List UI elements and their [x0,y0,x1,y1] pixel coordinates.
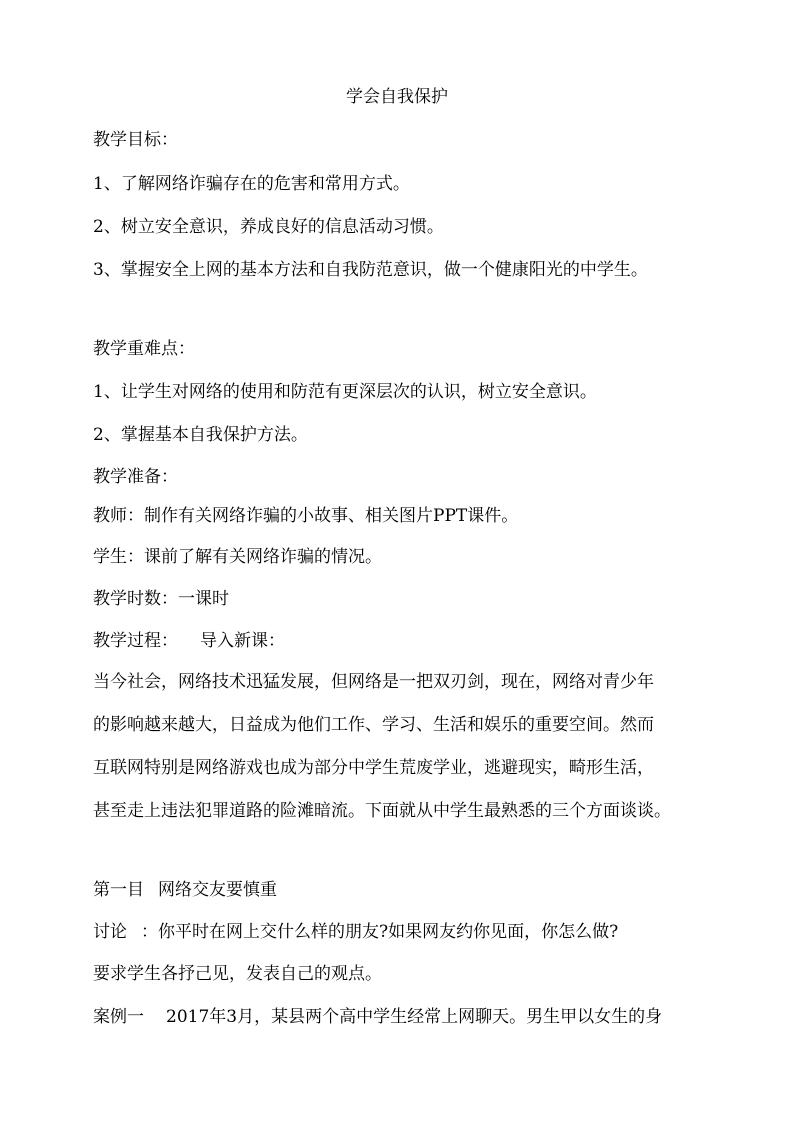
discussion-text: ：你平时在网上交什么样的朋友?如果网友约你见面，你怎么做? [141,922,619,942]
objective-item-1: 1、了解网络诈骗存在的危害和常用方式。 [93,174,410,194]
discussion-line [93,921,733,943]
key-point-item-2: 2、掌握基本自我保护方法。 [93,425,308,445]
case-text: 2017年3月，某县两个高中学生经常上网聊天。男生甲以女生的身 [166,1007,663,1027]
intro-paragraph-line-2: 的影响越来越大，日益成为他们工作、学习、生活和娱乐的重要空间。然而 [93,715,654,735]
intro-paragraph-line-4: 甚至走上违法犯罪道路的险滩暗流。下面就从中学生最熟悉的三个方面谈谈。 [93,801,671,821]
preparation-student: 学生：课前了解有关网络诈骗的情况。 [93,547,382,567]
teaching-hours: 教学时数：一课时 [93,589,229,609]
document-title: 学会自我保护 [346,87,448,107]
objective-item-2: 2、树立安全意识，养成良好的信息活动习惯。 [93,217,444,237]
case-label: 案例一 [93,1007,144,1027]
intro-paragraph-line-1: 当今社会，网络技术迅猛发展，但网络是一把双刃剑，现在，网络对青少年 [93,672,654,692]
discussion-label: 讨论 [93,922,127,942]
intro-paragraph-line-3: 互联网特别是网络游戏也成为部分中学生荒废学业，逃避现实，畸形生活， [93,758,654,778]
preparation-heading: 教学准备： [93,467,178,487]
preparation-teacher: 教师：制作有关网络诈骗的小故事、相关图片PPT课件。 [93,506,519,526]
case-line [93,1006,733,1028]
section1-heading [93,879,733,901]
section1-title: 网络交友要慎重 [158,880,277,900]
teaching-process [93,630,733,652]
objective-item-3: 3、掌握安全上网的基本方法和自我防范意识，做一个健康阳光的中学生。 [93,260,648,280]
objectives-heading: 教学目标： [93,130,178,150]
key-point-item-1: 1、让学生对网络的使用和防范有更深层次的认识，树立安全意识。 [93,382,597,402]
key-points-heading: 教学重难点： [93,339,195,359]
requirement-line: 要求学生各抒己见，发表自己的观点。 [93,964,382,984]
process-label: 教学过程： [93,631,178,651]
process-intro: 导入新课： [200,631,285,651]
section1-label: 第一目 [93,880,144,900]
